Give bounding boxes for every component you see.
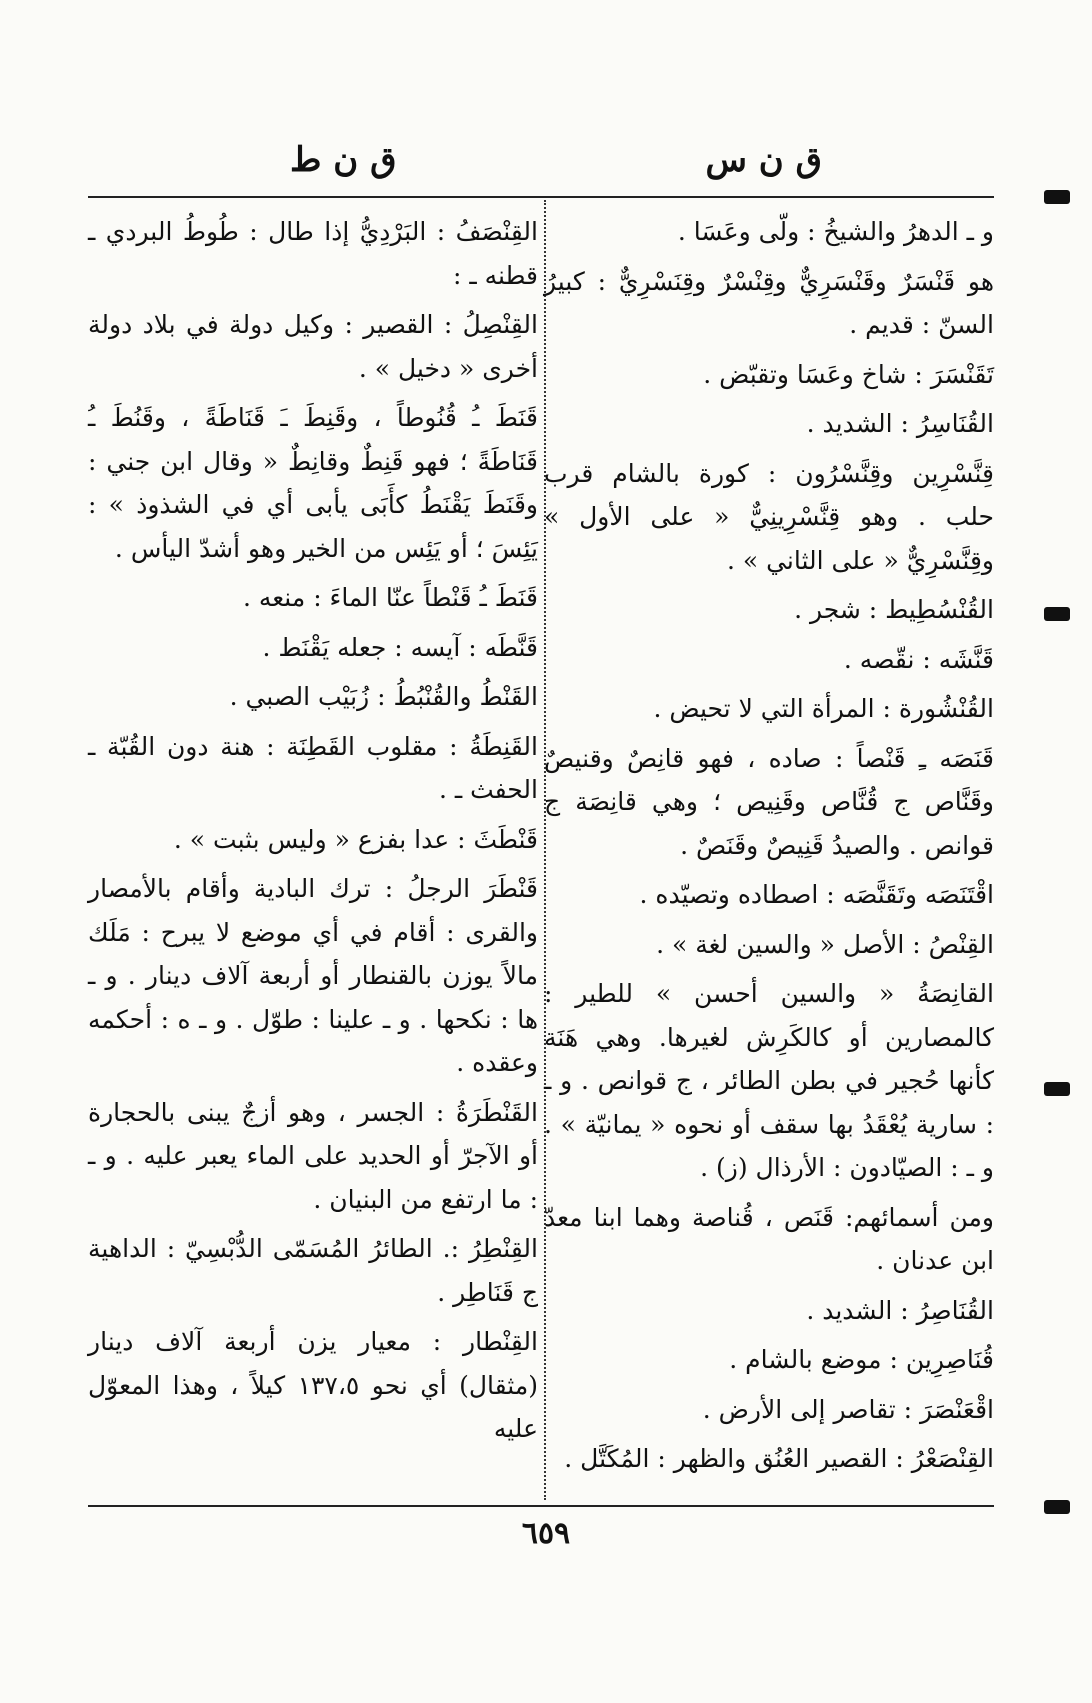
margin-mark <box>1044 607 1070 621</box>
dictionary-entry: القُنْسُطِيط : شجر . <box>794 595 994 624</box>
dictionary-entry: اقْعَنْصَرَ : تقاصر إلى الأرض . <box>702 1394 994 1424</box>
bottom-rule <box>88 1505 994 1507</box>
dictionary-entry: القُنَاسِرُ : الشديد . <box>806 409 994 438</box>
dictionary-entry: قَنْطَثَ : عدا بفزع « وليس بثبت » . <box>173 824 538 854</box>
dictionary-entry: القِنْصَفُ : البَرْدِيُّ إذا طال : طُوطُ البردي ـ قطنه ـ : <box>88 217 538 290</box>
dictionary-entry: القِنْطِرُ :. الطائرُ المُسَمّى الدُّبْسِيّ : الداهية ج قَنَاطِر . <box>88 1234 538 1307</box>
dictionary-entry: القِنْطار : معيار يزن أربعة آلاف دينار (مثقال) أي نحو ١٣٧،٥ كيلاً ، وهذا المعوّل عليه <box>88 1327 538 1443</box>
margin-mark <box>1044 1500 1070 1514</box>
dictionary-entry: القُنْشُورة : المرأة التي لا تحيض . <box>653 694 994 723</box>
dictionary-entry: قَنَّطَه : آيسه : جعله يَقْنَط . <box>262 632 538 662</box>
top-rule <box>88 196 994 198</box>
margin-mark <box>1044 1082 1070 1096</box>
dictionary-entry: القَنْطُ والقُنْبُطُ : زُبَيْب الصبي . <box>229 682 538 711</box>
dictionary-entry: تَقَنْسَرَ : شاخ وعَسَا وتقبّض . <box>703 359 994 389</box>
dictionary-entry: القِنْصُ : الأصل « والسين لغة » . <box>656 929 994 959</box>
dictionary-entry: قَنَّشَه : نقّصه . <box>843 644 994 674</box>
dictionary-entry: قَنْطَرَ الرجلُ : ترك البادية وأقام بالأمصار والقرى : أقام في أي موضع لا يبرح : مَلَك مالاً يوزن بالقنطار أو أربعة آلاف دينار . و ـ ها : نكحها . و ـ علينا : طوّل . و ـ ه : أحكمه وعقده . <box>88 874 538 1077</box>
dictionary-entry: القانِصَةُ « والسين أحسن » للطير : كالمصارين أو كالكَرِش لغيرها. وهي هَنَة كأنها حُجير في بطن الطائر ، ج قوانص . و ـ : سارية يُعْقَدُ بها سقف أو نحوه « يمانيّة » . و ـ : الصيّادون : الأرذال (ز) . <box>544 979 994 1182</box>
right-column-root-header: ق ن س <box>705 140 822 180</box>
dictionary-entry: ومن أسمائهم: قَنَص ، قُناصة وهما ابنا معدّ ابن عدنان . <box>544 1202 994 1275</box>
margin-mark <box>1044 190 1070 204</box>
dictionary-entry: القِنْصِلُ : القصير : وكيل دولة في بلاد دولة أخرى « دخيل » . <box>88 310 538 383</box>
dictionary-entry: اقْتَنَصَه وتَقَنَّصَه : اصطاده وتصيّده . <box>639 880 994 909</box>
dictionary-entry: هو قَنْسَرٌ وقَنْسَرِيٌّ وقِنْسْرٌ وقِنَسْرِيٌّ : كبيرُ السنّ : قديم . <box>544 266 994 339</box>
dictionary-entry: و ـ الدهرُ والشيخُ : ولّى وعَسَا . <box>677 217 994 246</box>
dictionary-entry: قِنَّسْرِين وقِنَّسْرُون : كورة بالشام قرب حلب . وهو قِنَّسْرِينِيٌّ « على الأول » وقِنَّسْرِيٌّ « على الثاني » . <box>544 458 994 575</box>
dictionary-entry: القِنْصَعْرُ : القصير العُنُق والظهر : المُكَتَّل . <box>564 1444 994 1473</box>
dictionary-entry: قَنَطَ ـُ قَنْطاً عنّا الماءَ : منعه . <box>242 583 538 612</box>
dictionary-entry: قُنَاصِرِين : موضع بالشام . <box>729 1345 994 1374</box>
dictionary-entry: قَنَصَه ـِ قَنْصاً : صاده ، فهو قانِصٌ وقنيصٌ وقَنَّاص ج قُنَّاص وقَنِيص ؛ وهي قانِصَة ج قوانص . والصيدُ قَنِيصٌ وقَنَصٌ . <box>544 743 994 860</box>
left-column <box>88 210 538 1500</box>
dictionary-entry: القُنَاصِرُ : الشديد . <box>806 1295 994 1325</box>
left-column-root-header: ق ن ط <box>290 140 397 180</box>
dictionary-entry: القَنِطَةُ : مقلوب القَطِنَة : هنة دون القُبّة ـ الحفث ـ . <box>88 731 538 804</box>
right-column <box>544 210 994 1500</box>
page-number: ٦٥٩ <box>521 1516 571 1551</box>
dictionary-entry: قَنَطَ ـُ قُنُوطاً ، وقَنِطَ ـَ قَنَاطَةً ، وقَنُطَ ـُ قَنَاطَةً ؛ فهو قَنِطٌ وقانِطٌ « وقال ابن جني : وقَنَطَ يَقْنَطُ كأَبَى يأبى أي في الشذوذ » : يَئِسَ ؛ أو يَئِس من الخير وهو أشدّ اليأس . <box>88 403 538 563</box>
dictionary-entry: القَنْطَرَةُ : الجسر ، وهو أزجٌ يبنى بالحجارة أو الآجرّ أو الحديد على الماء يعبر عليه . و ـ : ما ارتفع من البنيان . <box>88 1097 538 1214</box>
